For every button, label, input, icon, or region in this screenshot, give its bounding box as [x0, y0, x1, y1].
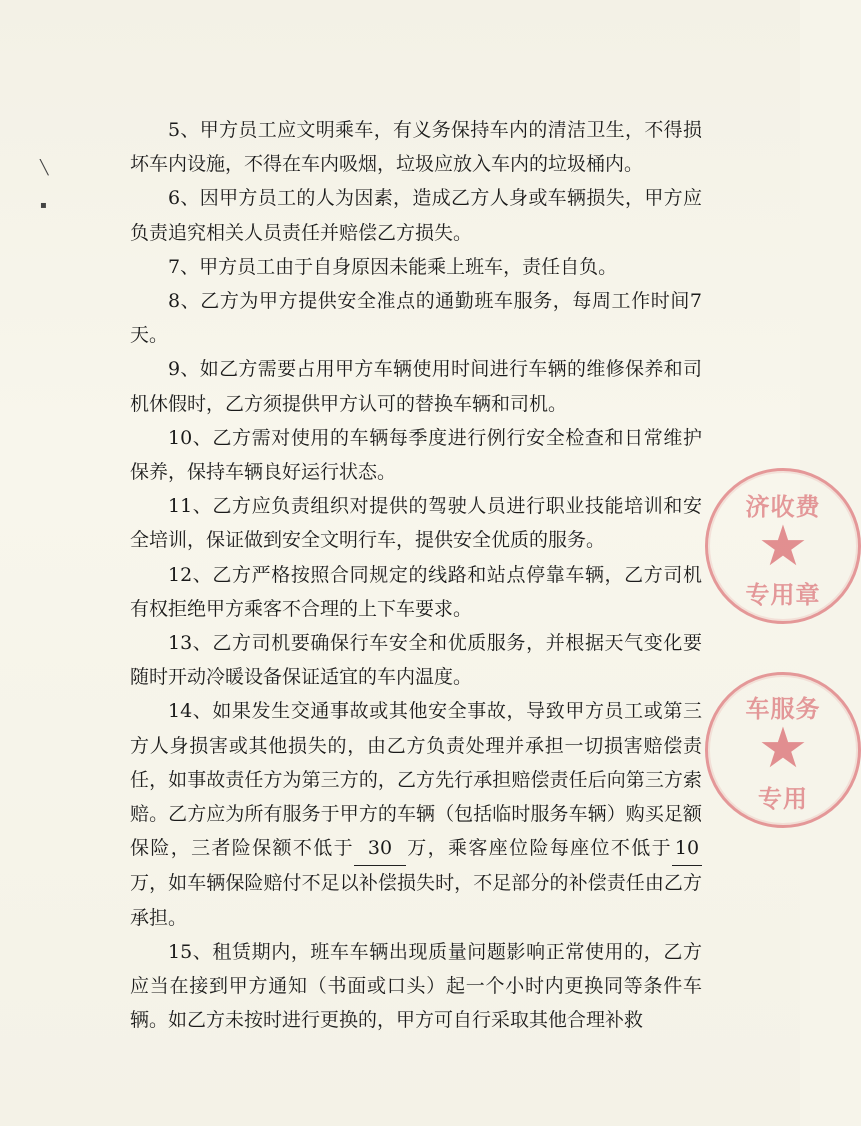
clause-14	[130, 694, 702, 934]
scan-dot: ▪	[40, 200, 47, 211]
clause-5: 5、甲方员工应文明乘车，有义务保持车内的清洁卫生，不得损坏车内设施，不得在车内吸烟，垃圾应放入车内的垃圾桶内。	[130, 119, 702, 176]
clause-9: 9、如乙方需要占用甲方车辆使用时间进行车辆的维修保养和司机休假时，乙方须提供甲方认可的替换车辆和司机。	[130, 358, 702, 415]
clause-14-part1: 14、如果发生交通事故或其他安全事故，导致甲方员工或第三方人身损害或其他损失的，由乙方负责处理并承担一切损害赔偿责任，如事故责任方为第三方的，乙方先行承担赔偿责任后向第三方索赔。乙方应为所有服务于甲方的车辆（包括临时服务车辆）购买足额保险，三者险保额不低于	[130, 700, 702, 860]
clause-12: 12、乙方严格按照合同规定的线路和站点停靠车辆，乙方司机有权拒绝甲方乘客不合理的上下车要求。	[130, 563, 702, 620]
clause-11: 11、乙方应负责组织对提供的驾驶人员进行职业技能培训和安全培训，保证做到安全文明行车，提供安全优质的服务。	[130, 495, 702, 552]
seal-1-star-icon: ★	[757, 514, 809, 579]
clause-8: 8、乙方为甲方提供安全准点的通勤班车服务，每周工作时间7天。	[130, 290, 702, 347]
seal-2-bottom-text: 专用	[758, 784, 808, 813]
third-party-insurance-amount: 30	[354, 831, 406, 866]
seal-1-top-text: 济收费	[745, 492, 821, 521]
seal-2-top-text: 车服务	[745, 694, 821, 723]
clause-14-part3: 万，如车辆保险赔付不足以补偿损失时，不足部分的补偿责任由乙方承担。	[130, 872, 702, 929]
clause-14-part2: 万，乘客座位险每座位不低于	[405, 837, 672, 860]
clause-13: 13、乙方司机要确保行车安全和优质服务，并根据天气变化要随时开动冷暖设备保证适宜的车内温度。	[130, 632, 702, 689]
contract-body	[130, 113, 702, 1037]
seal-1-bottom-text: 专用章	[745, 580, 821, 609]
seal-2-star-icon: ★	[757, 716, 809, 781]
official-seal-1	[705, 468, 861, 624]
scan-mark: ╲	[40, 160, 49, 176]
clause-10: 10、乙方需对使用的车辆每季度进行例行安全检查和日常维护保养，保持车辆良好运行状态。	[130, 426, 702, 484]
seat-insurance-amount: 10	[672, 831, 702, 866]
clause-6: 6、因甲方员工的人为因素，造成乙方人身或车辆损失，甲方应负责追究相关人员责任并赔偿乙方损失。	[130, 187, 702, 244]
clause-15: 15、租赁期内，班车车辆出现质量问题影响正常使用的，乙方应当在接到甲方通知（书面或口头）起一个小时内更换同等条件车辆。如乙方未按时进行更换的，甲方可自行采取其他合理补救	[130, 940, 702, 1032]
clause-7: 7、甲方员工由于自身原因未能乘上班车，责任自负。	[168, 255, 618, 278]
official-seal-2	[705, 672, 861, 828]
